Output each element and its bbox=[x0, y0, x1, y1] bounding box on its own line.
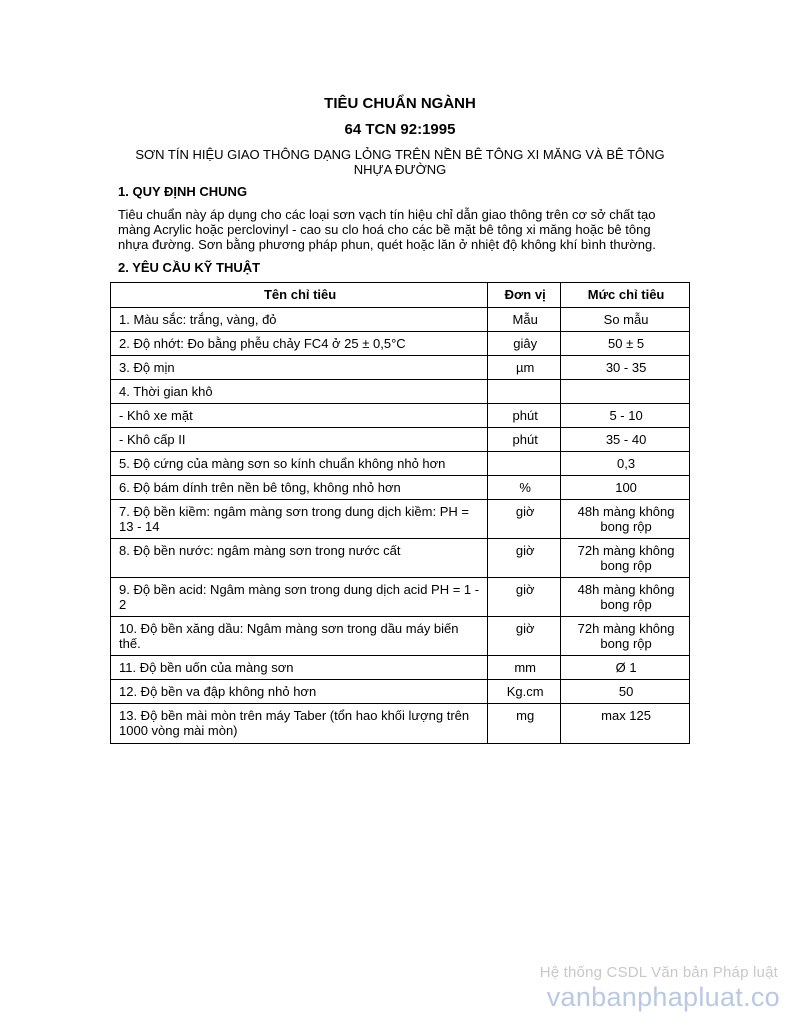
table-row bbox=[111, 500, 690, 539]
criterion-cell: 5. Độ cứng của màng sơn so kính chuẩn không nhỏ hơn bbox=[111, 452, 488, 476]
unit-cell: mg bbox=[488, 704, 561, 744]
table-row bbox=[111, 404, 690, 428]
section-general-text: Tiêu chuẩn này áp dụng cho các loại sơn vạch tín hiệu chỉ dẫn giao thông trên cơ sở chất tạo màng Acrylic hoặc perclovinyl - cao su clo hoá cho các bề mặt bê tông xi măng hoặc bê tông nhựa đường. Sơn bằng phương pháp phun, quét hoặc lăn ở nhiệt độ không khí bình thường. bbox=[118, 207, 656, 252]
table-row bbox=[111, 452, 690, 476]
table-row bbox=[111, 617, 690, 656]
criterion-cell: 7. Độ bền kiềm: ngâm màng sơn trong dung dịch kiềm: PH = 13 - 14 bbox=[111, 500, 488, 539]
section-heading-general: 1. QUY ĐỊNH CHUNG bbox=[118, 184, 248, 199]
criterion-cell: 9. Độ bền acid: Ngâm màng sơn trong dung dịch acid PH = 1 - 2 bbox=[111, 578, 488, 617]
criterion-cell: 13. Độ bền mài mòn trên máy Taber (tổn hao khối lượng trên 1000 vòng mài mòn) bbox=[111, 704, 488, 744]
criterion-cell: 11. Độ bền uốn của màng sơn bbox=[111, 656, 488, 680]
unit-cell bbox=[488, 452, 561, 476]
table-row bbox=[111, 578, 690, 617]
document-title: TIÊU CHUẨN NGÀNH bbox=[324, 95, 476, 112]
level-cell: Ø 1 bbox=[561, 656, 690, 680]
unit-cell: giờ bbox=[488, 578, 561, 617]
unit-cell: giờ bbox=[488, 539, 561, 578]
criterion-cell: 10. Độ bền xăng dầu: Ngâm màng sơn trong dầu máy biến thế. bbox=[111, 617, 488, 656]
section-heading-technical: 2. YÊU CẦU KỸ THUẬT bbox=[118, 260, 261, 275]
criterion-cell: - Khô cấp II bbox=[111, 428, 488, 452]
table-row bbox=[111, 428, 690, 452]
table-row bbox=[111, 332, 690, 356]
table-row bbox=[111, 476, 690, 500]
unit-cell: phút bbox=[488, 404, 561, 428]
criterion-cell: 6. Độ bám dính trên nền bê tông, không nhỏ hơn bbox=[111, 476, 488, 500]
criterion-cell: 3. Độ mịn bbox=[111, 356, 488, 380]
level-cell: 30 - 35 bbox=[561, 356, 690, 380]
table-row bbox=[111, 656, 690, 680]
table-header-row bbox=[111, 283, 690, 308]
level-cell: 100 bbox=[561, 476, 690, 500]
unit-cell bbox=[488, 380, 561, 404]
table-row bbox=[111, 680, 690, 704]
header-criterion: Tên chỉ tiêu bbox=[111, 283, 488, 308]
document-subtitle: SƠN TÍN HIỆU GIAO THÔNG DẠNG LỎNG TRÊN NỀN BÊ TÔNG XI MĂNG VÀ BÊ TÔNG NHỰA ĐƯỜNG bbox=[135, 147, 665, 177]
level-cell bbox=[561, 380, 690, 404]
technical-requirements-table bbox=[110, 282, 690, 744]
table-row bbox=[111, 308, 690, 332]
unit-cell: giây bbox=[488, 332, 561, 356]
level-cell: 48h màng không bong rộp bbox=[561, 500, 690, 539]
header-unit: Đơn vị bbox=[488, 283, 561, 308]
table-row bbox=[111, 704, 690, 744]
criterion-cell: 1. Màu sắc: trắng, vàng, đỏ bbox=[111, 308, 488, 332]
table-row bbox=[111, 380, 690, 404]
level-cell: 50 ± 5 bbox=[561, 332, 690, 356]
criterion-cell: 8. Độ bền nước: ngâm màng sơn trong nước cất bbox=[111, 539, 488, 578]
criterion-cell: 12. Độ bền va đập không nhỏ hơn bbox=[111, 680, 488, 704]
header-level: Mức chỉ tiêu bbox=[561, 283, 690, 308]
level-cell: max 125 bbox=[561, 704, 690, 744]
standard-code: 64 TCN 92:1995 bbox=[344, 121, 456, 138]
level-cell: So mẫu bbox=[561, 308, 690, 332]
unit-cell: Mẫu bbox=[488, 308, 561, 332]
criterion-cell: 4. Thời gian khô bbox=[111, 380, 488, 404]
level-cell: 72h màng không bong rộp bbox=[561, 617, 690, 656]
level-cell: 0,3 bbox=[561, 452, 690, 476]
unit-cell: giờ bbox=[488, 617, 561, 656]
level-cell: 50 bbox=[561, 680, 690, 704]
level-cell: 35 - 40 bbox=[561, 428, 690, 452]
unit-cell: µm bbox=[488, 356, 561, 380]
level-cell: 72h màng không bong rộp bbox=[561, 539, 690, 578]
criterion-cell: 2. Độ nhớt: Đo bằng phễu chảy FC4 ở 25 ± 0,5°C bbox=[111, 332, 488, 356]
criterion-cell: - Khô xe mặt bbox=[111, 404, 488, 428]
unit-cell: % bbox=[488, 476, 561, 500]
unit-cell: giờ bbox=[488, 500, 561, 539]
unit-cell: mm bbox=[488, 656, 561, 680]
watermark-caption: Hệ thống CSDL Văn bản Pháp luật bbox=[539, 964, 778, 981]
unit-cell: Kg.cm bbox=[488, 680, 561, 704]
table-row bbox=[111, 356, 690, 380]
level-cell: 5 - 10 bbox=[561, 404, 690, 428]
watermark-site: vanbanphapluat.co bbox=[546, 982, 780, 1012]
unit-cell: phút bbox=[488, 428, 561, 452]
table-row bbox=[111, 539, 690, 578]
level-cell: 48h màng không bong rộp bbox=[561, 578, 690, 617]
